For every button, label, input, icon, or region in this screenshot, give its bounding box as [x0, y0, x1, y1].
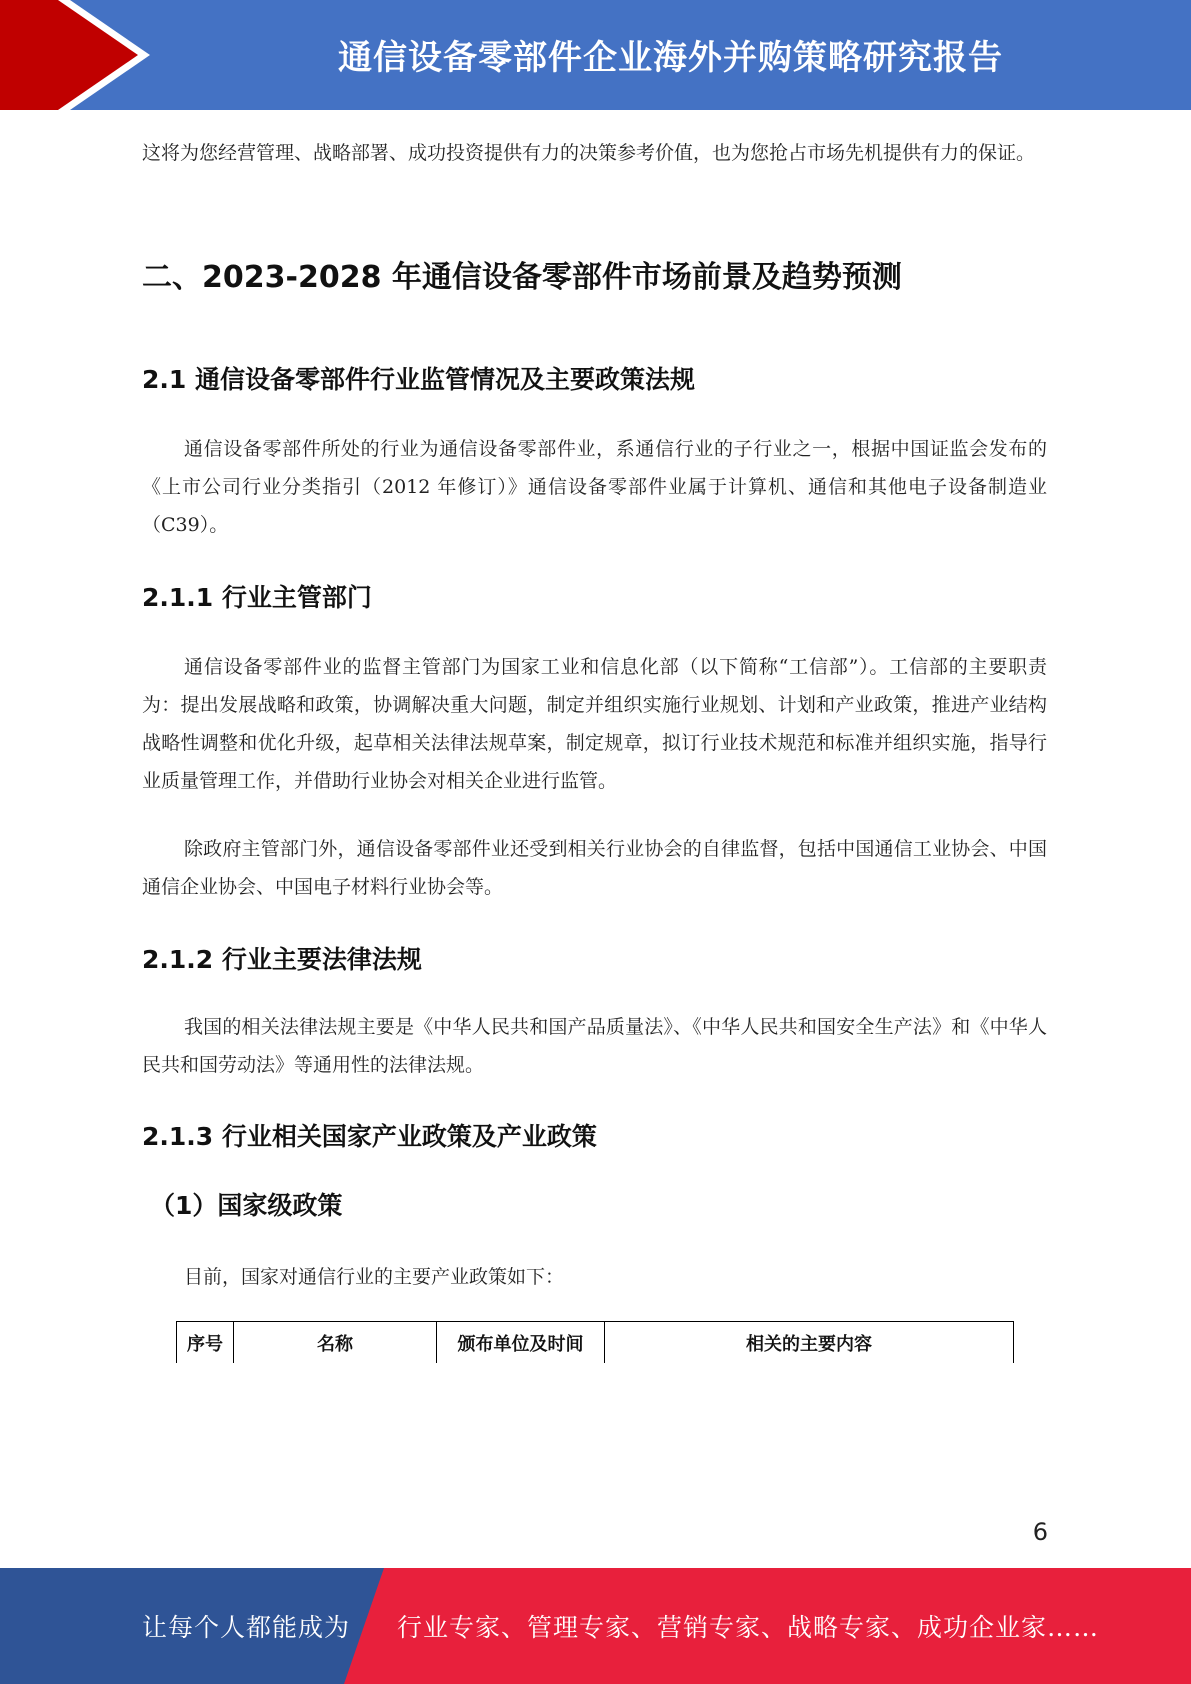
col-header-main-content: 相关的主要内容 [605, 1322, 1014, 1364]
section-2-1-2-paragraph: 我国的相关法律法规主要是《中华人民共和国产品质量法》、《中华人民共和国安全生产法》和《中华人民共和国劳动法》等通用性的法律法规。 [142, 1016, 1047, 1076]
national-policy-intro: 目前，国家对通信行业的主要产业政策如下： [184, 1266, 565, 1288]
section-2-heading: 二、2023-2028 年通信设备零部件市场前景及趋势预测 [142, 260, 902, 295]
report-title: 通信设备零部件企业海外并购策略研究报告 [338, 37, 1003, 78]
section-2-1-2-heading: 2.1.2 行业主要法律法规 [142, 945, 422, 974]
section-2-1-1-paragraph-2: 除政府主管部门外，通信设备零部件业还受到相关行业协会的自律监督，包括中国通信工业协会、中国通信企业协会、中国电子材料行业协会等。 [142, 838, 1047, 898]
col-header-issuer-date: 颁布单位及时间 [437, 1322, 605, 1364]
page-number: 6 [1032, 1518, 1048, 1546]
section-2-1-1-paragraph-1: 通信设备零部件业的监督主管部门为国家工业和信息化部（以下简称“工信部”）。工信部的主要职责为：提出发展战略和政策，协调解决重大问题，制定并组织实施行业规划、计划和产业政策，推进产业结构战略性调整和优化升级，起草相关法律法规草案，制定规章，拟订行业技术规范和标准并组织实施，指导行业质量管理工作，并借助行业协会对相关企业进行监管。 [142, 656, 1047, 792]
section-2-1-heading: 2.1 通信设备零部件行业监管情况及主要政策法规 [142, 365, 695, 394]
national-policy-heading: （1）国家级政策 [150, 1191, 343, 1220]
page-footer [0, 1568, 1191, 1684]
col-header-index: 序号 [177, 1322, 234, 1364]
footer-slogan-left: 让每个人都能成为 [142, 1613, 351, 1642]
col-header-name: 名称 [234, 1322, 437, 1364]
footer-slogan-right: 行业专家、管理专家、营销专家、战略专家、成功企业家…… [397, 1613, 1100, 1642]
header-arrow-decoration [0, 0, 160, 110]
section-2-1-1-heading: 2.1.1 行业主管部门 [142, 583, 372, 612]
section-2-1-3-heading: 2.1.3 行业相关国家产业政策及产业政策 [142, 1122, 597, 1151]
intro-paragraph: 这将为您经营管理、战略部署、成功投资提供有力的决策参考价值，也为您抢占市场先机提供有力的保证。 [142, 142, 1036, 164]
policy-table-header-row [177, 1322, 1014, 1364]
policy-table [176, 1321, 1014, 1363]
page-header [0, 0, 1191, 110]
section-2-1-paragraph: 通信设备零部件所处的行业为通信设备零部件业，系通信行业的子行业之一，根据中国证监会发布的《上市公司行业分类指引（2012 年修订）》通信设备零部件业属于计算机、通信和其他电子设备制造业（C39）。 [142, 438, 1047, 536]
